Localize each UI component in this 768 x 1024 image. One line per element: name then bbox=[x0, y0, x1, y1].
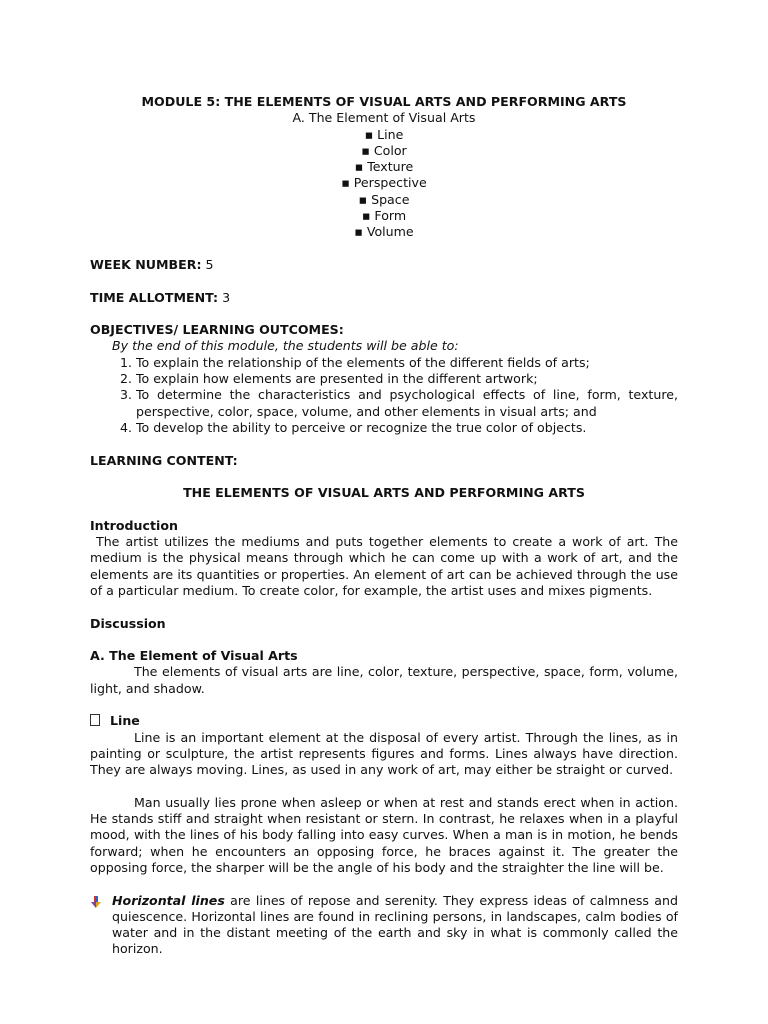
learning-content-heading: LEARNING CONTENT: bbox=[90, 452, 238, 468]
objective-item: 2. To explain how elements are presented in the different artwork; bbox=[136, 371, 678, 387]
week-number-label: WEEK NUMBER: bbox=[90, 256, 202, 272]
bullet-volume: ▪ Volume bbox=[354, 224, 414, 240]
week-number bbox=[90, 257, 678, 273]
visual-arts-text: The elements of visual arts are line, color, texture, perspective, space, form, volume, light, and shadow. bbox=[90, 664, 678, 696]
element-bullet-list bbox=[90, 127, 678, 241]
time-allotment-label: TIME ALLOTMENT: bbox=[90, 289, 219, 305]
objectives-heading: OBJECTIVES/ LEARNING OUTCOMES: bbox=[90, 322, 344, 338]
objective-item: 3. To determine the characteristics and psychological effects of line, form, texture, perspective, color, space, volume, and other elements in visual arts; and bbox=[136, 387, 678, 420]
bullet-space: ▪ Space bbox=[358, 191, 410, 207]
section-title: THE ELEMENTS OF VISUAL ARTS AND PERFORMING ARTS bbox=[183, 485, 585, 501]
line-heading: Line bbox=[110, 713, 140, 729]
bullet-form: ▪ Form bbox=[361, 208, 407, 224]
line-heading-row bbox=[90, 713, 678, 729]
bullet-color: ▪ Color bbox=[361, 142, 407, 158]
objectives-list bbox=[90, 355, 678, 436]
week-number-value: 5 bbox=[205, 256, 214, 272]
bullet-texture: ▪ Texture bbox=[354, 159, 414, 175]
introduction-text: The artist utilizes the mediums and puts together elements to create a work of art. The medium is the physical means through which he can come up with a work of art, and the elements are its quantities or properties. An element of art can be achieved through the use of a particular medium. To create color, for example, the artist uses and mixes pigments. bbox=[90, 534, 678, 598]
visual-arts-subheading: A. The Element of Visual Arts bbox=[90, 648, 298, 664]
checkbox-glyph-icon bbox=[90, 714, 100, 726]
line-paragraph-2: Man usually lies prone when asleep or when at rest and stands erect when in action. He stands stiff and straight when resistant or stern. In contrast, he relaxes when in a playful mood, with the lines of his body falling into easy curves. When a man is in motion, he bends forward; when he encounters an opposing force, he braces against it. The greater the opposing force, the sharper will be the angle of his body and the straighter the line will be. bbox=[90, 794, 678, 875]
objectives-intro: By the end of this module, the students will be able to: bbox=[112, 338, 459, 354]
bullet-perspective: ▪ Perspective bbox=[341, 175, 427, 191]
bullet-line: ▪ Line bbox=[364, 126, 404, 142]
document-page bbox=[90, 94, 678, 958]
colorful-arrow-bullet-icon bbox=[90, 896, 102, 908]
introduction-heading: Introduction bbox=[90, 517, 178, 533]
horizontal-lines-item bbox=[90, 893, 678, 958]
line-paragraph-1: Line is an important element at the disposal of every artist. Through the lines, as in painting or sculpture, the artist represents figures and forms. Lines always have direction. They are always moving. Lines, as used in any work of art, may either be straight or curved. bbox=[90, 729, 678, 778]
discussion-heading: Discussion bbox=[90, 615, 166, 631]
module-subtitle: A. The Element of Visual Arts bbox=[292, 110, 476, 126]
time-allotment-value: 3 bbox=[222, 289, 231, 305]
time-allotment bbox=[90, 290, 678, 306]
objective-item: 4. To develop the ability to perceive or recognize the true color of objects. bbox=[136, 420, 678, 436]
module-title: MODULE 5: THE ELEMENTS OF VISUAL ARTS AND PERFORMING ARTS bbox=[141, 94, 627, 109]
horizontal-lines-term: Horizontal lines bbox=[112, 892, 225, 908]
horizontal-lines-text: are lines of repose and serenity. They express ideas of calmness and quiescence. Horizontal lines are found in reclining persons, in landscapes, calm bodies of water and in the distant meeting of the earth and sky in what is commonly called the horizon. bbox=[112, 892, 679, 957]
objective-item: 1. To explain the relationship of the elements of the different fields of arts; bbox=[136, 355, 678, 371]
